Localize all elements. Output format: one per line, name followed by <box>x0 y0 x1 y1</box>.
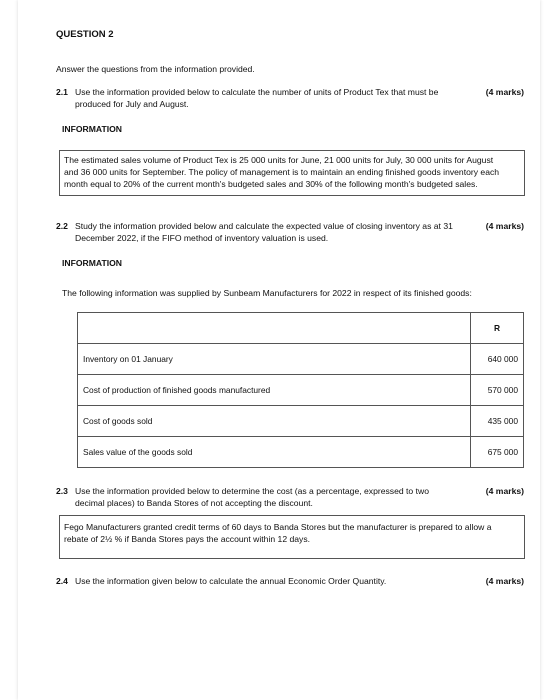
row-label: Cost of goods sold <box>78 406 471 437</box>
table-row <box>78 375 524 406</box>
q22-text <box>75 220 465 244</box>
q22-marks: (4 marks) <box>485 221 524 231</box>
q21-marks: (4 marks) <box>485 87 524 97</box>
q23-line-2: decimal places) to Banda Stores of not accepting the discount. <box>75 498 313 508</box>
q22-line-1: Study the information provided below and calculate the expected value of closing inventory as at 31 <box>75 221 453 231</box>
q21-info-box <box>59 150 525 196</box>
q23-line-1: Use the information provided below to determine the cost (as a percentage, expressed to two <box>75 486 429 496</box>
row-label: Inventory on 01 January <box>78 344 471 375</box>
table-row <box>78 406 524 437</box>
q21-info-heading: INFORMATION <box>62 124 122 134</box>
q23-box-line-2: rebate of 2½ % if Banda Stores pays the account within 12 days. <box>64 534 311 544</box>
q21-box-line-2: and 36 000 units for September. The policy of management is to maintain an ending finished goods inventory each <box>64 167 500 177</box>
q21-number: 2.1 <box>56 87 68 97</box>
q22-info-heading: INFORMATION <box>62 258 122 268</box>
q23-marks: (4 marks) <box>485 486 524 496</box>
table-row <box>78 437 524 468</box>
q21-box-line-3: month equal to 20% of the current month's budgeted sales and 30% of the following month's budgeted sales. <box>64 179 478 189</box>
row-value: 570 000 <box>471 375 524 406</box>
table-header-label <box>78 313 471 344</box>
finished-goods-table <box>77 312 524 468</box>
row-value: 640 000 <box>471 344 524 375</box>
q24-number: 2.4 <box>56 576 68 586</box>
q21-box-line-1: The estimated sales volume of Product Tex is 25 000 units for June, 21 000 units for July, 30 000 units for August <box>64 155 494 165</box>
q23-box-line-1: Fego Manufacturers granted credit terms of 60 days to Banda Stores but the manufacturer is prepared to allow a <box>64 522 492 532</box>
table-row <box>78 344 524 375</box>
instructions: Answer the questions from the information provided. <box>56 64 255 74</box>
q24-text: Use the information given below to calculate the annual Economic Order Quantity. <box>75 576 387 586</box>
q21-line-1: Use the information provided below to calculate the number of units of Product Tex that must be <box>75 87 439 97</box>
document-page <box>18 0 540 700</box>
row-value: 675 000 <box>471 437 524 468</box>
row-label: Sales value of the goods sold <box>78 437 471 468</box>
q23-text <box>75 485 465 509</box>
q22-lead-text: The following information was supplied by Sunbeam Manufacturers for 2022 in respect of its finished goods: <box>62 288 472 298</box>
q21-text <box>75 86 465 110</box>
q23-info-box <box>59 515 525 559</box>
row-value: 435 000 <box>471 406 524 437</box>
question-title: QUESTION 2 <box>56 29 114 40</box>
q22-line-2: December 2022, if the FIFO method of inventory valuation is used. <box>75 233 329 243</box>
table-header-row <box>78 313 524 344</box>
q21-line-2: produced for July and August. <box>75 99 189 109</box>
q24-marks: (4 marks) <box>485 576 524 586</box>
q23-number: 2.3 <box>56 486 68 496</box>
q22-number: 2.2 <box>56 221 68 231</box>
table-header-currency: R <box>471 313 524 344</box>
row-label: Cost of production of finished goods manufactured <box>78 375 471 406</box>
